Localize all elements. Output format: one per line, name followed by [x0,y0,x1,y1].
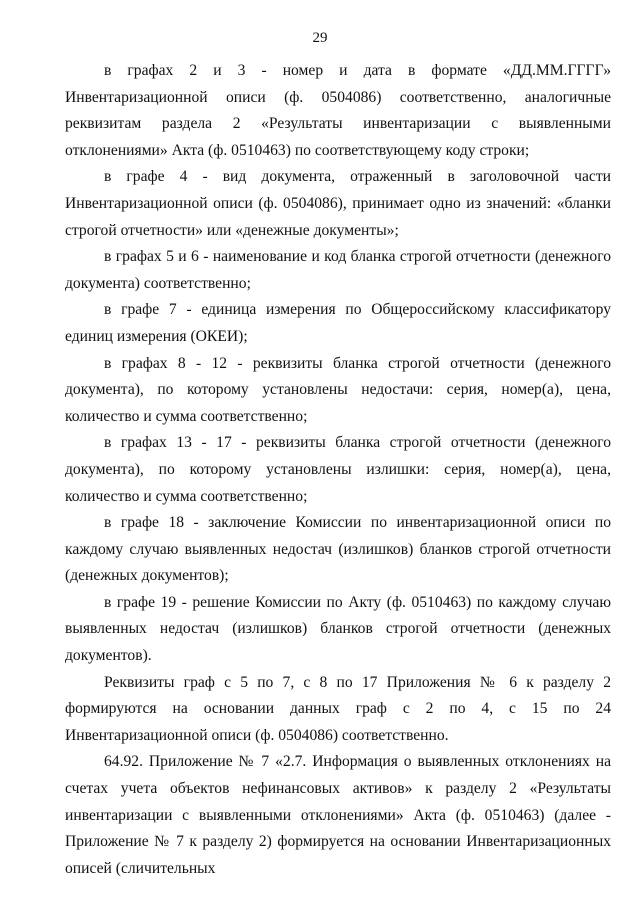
page-number: 29 [312,30,328,46]
paragraph-columns-5-6: в графах 5 и 6 - наименование и код бланка строгой отчетности (денежного документа) соответственно; [65,248,611,292]
document-body [65,58,611,882]
paragraph-columns-2-3: в графах 2 и 3 - номер и дата в формате «ДД.ММ.ГГГГ» Инвентаризационной описи (ф. 0504086) соответственно, аналогичные реквизитам раздела 2 «Результаты инвентаризации с выявленными отклонениями» Акта (ф. 0510463) по соответствующему коду строки; [65,62,611,159]
paragraph-column-7: в графе 7 - единица измерения по Общероссийскому классификатору единиц измерения (ОКЕИ); [65,301,611,345]
paragraph-columns-8-12: в графах 8 - 12 - реквизиты бланка строгой отчетности (денежного документа), по которому установлены недостачи: серия, номер(а), цена, количество и сумма соответственно; [65,354,611,425]
paragraph-columns-13-17: в графах 13 - 17 - реквизиты бланка строгой отчетности (денежного документа), по которому установлены излишки: серия, номер(а), цена, количество и сумма соответственно; [65,434,611,505]
paragraph-64-92: 64.92. Приложение № 7 «2.7. Информация о выявленных отклонениях на счетах учета объектов нефинансовых активов» к разделу 2 «Результаты инвентаризации с выявленными отклонениями» Акта (ф. 0510463) (далее - Приложение № 7 к разделу 2) формируется на основании Инвентаризационных описей (сличительных [65,753,611,877]
paragraph-column-19: в графе 19 - решение Комиссии по Акту (ф. 0510463) по каждому случаю выявленных недостач (излишков) бланков строгой отчетности (денежных документов). [65,593,611,665]
paragraph-column-4: в графе 4 - вид документа, отраженный в заголовочной части Инвентаризационной описи (ф. 0504086), принимает одно из значений: «бланки строгой отчетности» или «денежные документы»; [65,168,611,239]
paragraph-column-18: в графе 18 - заключение Комиссии по инвентаризационной описи по каждому случаю выявленных недостач (излишков) бланков строгой отчетности (денежных документов); [65,514,611,585]
paragraph-appendix-6-details: Реквизиты граф с 5 по 7, с 8 по 17 Приложения № 6 к разделу 2 формируются на основании данных граф с 2 по 4, с 15 по 24 Инвентаризационной описи (ф. 0504086) соответственно. [65,673,611,744]
